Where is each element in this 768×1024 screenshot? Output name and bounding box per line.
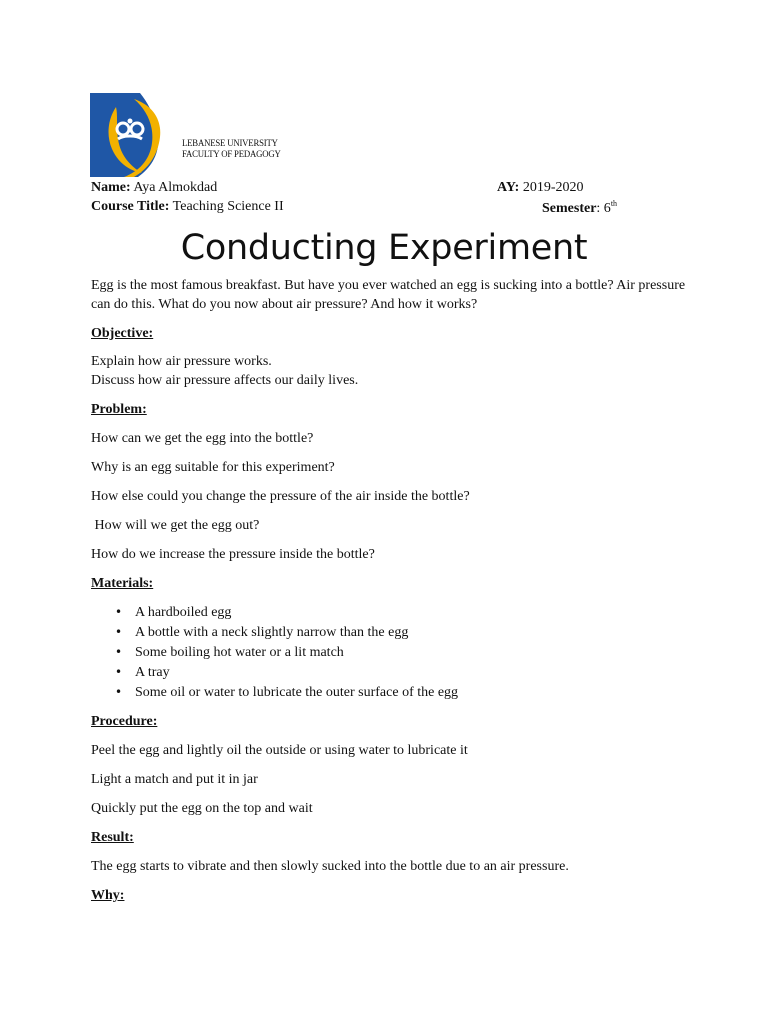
problem-line: How else could you change the pressure of the air inside the bottle? <box>91 489 470 504</box>
procedure-line: Peel the egg and lightly oil the outside or using water to lubricate it <box>91 743 468 758</box>
course-label: Course Title: <box>91 199 170 214</box>
list-item: • Some boiling hot water or a lit match <box>135 643 691 663</box>
document-body <box>91 276 691 905</box>
lebanese-university-logo <box>90 93 172 177</box>
semester-label: Semester <box>542 201 597 216</box>
problem-line: How can we get the egg into the bottle? <box>91 431 314 446</box>
university-name <box>182 139 281 161</box>
name-value: Aya Almokdad <box>133 180 218 195</box>
objective-line: Discuss how air pressure affects our daily lives. <box>91 373 359 388</box>
ay-label: AY: <box>497 180 520 195</box>
ay-row <box>497 180 583 196</box>
materials-heading: Materials: <box>91 576 154 591</box>
problem-line: Why is an egg suitable for this experiment? <box>91 460 335 475</box>
name-row <box>91 180 217 196</box>
intro-paragraph: Egg is the most famous breakfast. But have you ever watched an egg is sucking into a bottle? Air pressure can do this. What do you now about air pressure? And how it works? <box>91 278 686 312</box>
procedure-heading: Procedure: <box>91 714 158 729</box>
result-heading: Result: <box>91 830 134 845</box>
list-item: • Some oil or water to lubricate the outer surface of the egg <box>135 683 691 703</box>
course-row <box>91 199 284 215</box>
course-value: Teaching Science II <box>172 199 284 214</box>
objective-line: Explain how air pressure works. <box>91 354 272 369</box>
university-line: LEBANESE UNIVERSITY <box>182 139 278 149</box>
problem-line: How do we increase the pressure inside the bottle? <box>91 547 375 562</box>
objective-heading: Objective: <box>91 326 154 341</box>
problem-line: How will we get the egg out? <box>91 518 260 533</box>
ay-value: 2019-2020 <box>522 180 584 195</box>
procedure-line: Quickly put the egg on the top and wait <box>91 801 313 816</box>
list-item: • A tray <box>135 663 691 683</box>
materials-list <box>91 603 691 703</box>
list-item: • A bottle with a neck slightly narrow than the egg <box>135 623 691 643</box>
faculty-line: FACULTY OF PEDAGOGY <box>182 150 281 160</box>
result-line: The egg starts to vibrate and then slowly sucked into the bottle due to an air pressure. <box>91 859 569 874</box>
list-item: • A hardboiled egg <box>135 603 691 623</box>
problem-heading: Problem: <box>91 402 147 417</box>
name-label: Name: <box>91 180 131 195</box>
semester-suffix: th <box>610 199 618 208</box>
semester-row <box>542 199 617 217</box>
page-title: Conducting Experiment <box>180 228 588 268</box>
semester-value: : 6 <box>596 201 611 216</box>
procedure-line: Light a match and put it in jar <box>91 772 258 787</box>
why-heading: Why: <box>91 888 125 903</box>
